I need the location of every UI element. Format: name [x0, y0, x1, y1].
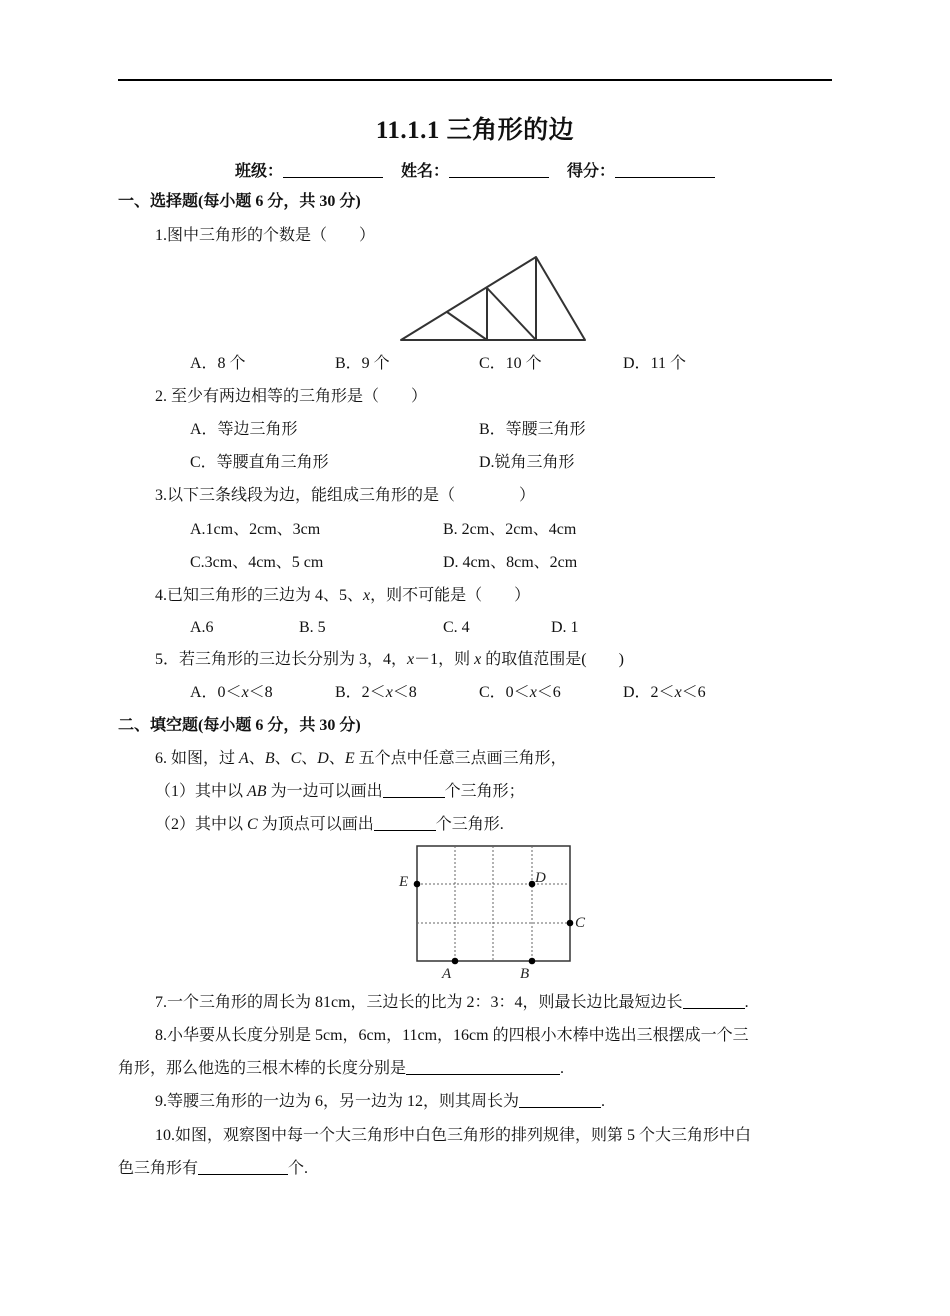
answer-blank-6-2[interactable]: [374, 816, 436, 831]
period: .: [744, 994, 749, 1011]
separator: 、: [248, 750, 265, 767]
question-4-option-a[interactable]: A.6: [190, 619, 214, 636]
section-heading-fill-in: 二、填空题(每小题 6 分，共 30 分): [118, 717, 361, 734]
point-label: C: [290, 750, 302, 767]
question-9: [155, 1092, 605, 1112]
segment-label: AB: [247, 783, 267, 800]
question-5-option-a[interactable]: [190, 683, 273, 703]
option-variable: x: [674, 684, 682, 701]
question-10-text: 色三角形有: [118, 1160, 199, 1177]
option-text: A．0＜: [190, 684, 242, 701]
question-4-option-c[interactable]: C. 4: [443, 619, 470, 636]
answer-blank-9[interactable]: [519, 1093, 601, 1108]
question-2-option-a[interactable]: A．等边三角形: [190, 421, 298, 438]
question-7-text: 7.一个三角形的周长为 81cm，三边长的比为 2：3：4，则最长边比最短边长: [155, 994, 683, 1011]
option-text: C．0＜: [479, 684, 530, 701]
answer-blank-6-1[interactable]: [383, 783, 445, 798]
question-6-part-2: [155, 815, 504, 835]
grid-label-e: E: [399, 874, 409, 890]
question-2-option-b[interactable]: B．等腰三角形: [479, 421, 586, 438]
option-variable: x: [241, 684, 249, 701]
option-variable: x: [529, 684, 537, 701]
option-text: ＜6: [536, 684, 561, 701]
question-6-grid-figure: [394, 840, 594, 982]
option-text: ＜8: [248, 684, 273, 701]
part-text: （1）其中以: [155, 783, 248, 800]
question-2-option-c[interactable]: C．等腰直角三角形: [190, 454, 329, 471]
question-5-option-b[interactable]: [335, 683, 417, 703]
separator: 、: [274, 750, 291, 767]
question-2-stem: 2. 至少有两边相等的三角形是（ ）: [155, 388, 428, 405]
answer-blank-10[interactable]: [198, 1160, 288, 1175]
class-blank[interactable]: [283, 163, 383, 178]
question-10-line-1: 10.如图，观察图中每一个大三角形中白色三角形的排列规律，则第 5 个大三角形中白: [155, 1127, 752, 1144]
point-e-dot: [414, 881, 421, 888]
point-label: A: [239, 750, 249, 767]
question-5-stem-mid: －1，则: [414, 651, 475, 668]
grid-dashed-lines: [417, 846, 570, 961]
point-c-dot: [567, 920, 574, 927]
point-label: B: [264, 750, 275, 767]
question-5-variable: x: [407, 651, 415, 668]
point-label: D: [317, 750, 329, 767]
point-label: E: [344, 750, 355, 767]
question-7: [155, 993, 749, 1013]
point-label: C: [247, 816, 258, 833]
question-10-line-2: [118, 1159, 308, 1179]
question-8-text: 角形，那么他选的三根木棒的长度分别是: [118, 1060, 407, 1077]
question-3-option-d[interactable]: D. 4cm、8cm、2cm: [443, 554, 578, 571]
question-4-option-d[interactable]: D. 1: [551, 619, 579, 636]
part-text: 个三角形；: [444, 783, 525, 800]
part-text: （2）其中以: [155, 816, 248, 833]
point-a-dot: [452, 958, 459, 965]
question-1-stem: 1.图中三角形的个数是（ ）: [155, 227, 376, 244]
option-variable: x: [385, 684, 393, 701]
question-6-stem: [155, 749, 567, 769]
question-4-stem-text: 4.已知三角形的三边为 4、5、: [155, 587, 364, 604]
option-text: ＜6: [681, 684, 706, 701]
separator: 、: [328, 750, 345, 767]
question-4-stem-tail: ，则不可能是（ ）: [370, 587, 531, 604]
class-label: 班级：: [234, 163, 283, 180]
question-3-option-c[interactable]: C.3cm、4cm、5 cm: [190, 554, 324, 571]
grid-label-d: D: [535, 870, 546, 886]
question-5-stem-tail: 的取值范围是( ): [481, 651, 624, 668]
name-blank[interactable]: [449, 163, 549, 178]
question-5-stem: [155, 650, 624, 670]
student-info-row: [0, 158, 950, 181]
name-label: 姓名：: [400, 163, 449, 180]
period: .: [601, 1093, 606, 1110]
part-text: 为顶点可以画出: [257, 816, 374, 833]
question-3-option-a[interactable]: A.1cm、2cm、3cm: [190, 521, 321, 538]
question-5-option-c[interactable]: [479, 683, 561, 703]
question-8-line-1: 8.小华要从长度分别是 5cm，6cm，11cm，16cm 的四根小木棒中选出三根摆成一个三: [155, 1027, 749, 1044]
option-text: ＜8: [392, 684, 417, 701]
answer-blank-7[interactable]: [683, 994, 745, 1009]
question-6-stem-text: 6. 如图，过: [155, 750, 240, 767]
question-6-part-1: [155, 782, 525, 802]
question-10-tail: 个.: [288, 1160, 309, 1177]
section-heading-choice: 一、选择题(每小题 6 分，共 30 分): [118, 193, 361, 210]
part-text: 个三角形.: [435, 816, 504, 833]
question-1-option-d[interactable]: D．11 个: [623, 355, 686, 372]
option-text: D．2＜: [623, 684, 675, 701]
question-1-option-c[interactable]: C．10 个: [479, 355, 542, 372]
question-1-option-b[interactable]: B．9 个: [335, 355, 390, 372]
grid-label-c: C: [575, 915, 586, 931]
point-b-dot: [529, 958, 536, 965]
question-3-option-b[interactable]: B. 2cm、2cm、4cm: [443, 521, 577, 538]
question-2-option-d[interactable]: D.锐角三角形: [479, 454, 575, 471]
header-rule: [118, 79, 832, 81]
question-1-triangle-figure: [395, 252, 591, 344]
question-5-stem-text: 5．若三角形的三边长分别为 3，4，: [155, 651, 408, 668]
page-title: 11.1.1 三角形的边: [375, 117, 575, 144]
grid-label-a: A: [442, 966, 452, 982]
question-1-option-a[interactable]: A．8 个: [190, 355, 246, 372]
separator: 、: [301, 750, 318, 767]
question-5-option-d[interactable]: [623, 683, 706, 703]
score-blank[interactable]: [615, 163, 715, 178]
answer-blank-8[interactable]: [406, 1060, 560, 1075]
question-3-stem: 3.以下三条线段为边，能组成三角形的是（ ）: [155, 487, 536, 504]
grid-label-b: B: [520, 966, 530, 982]
period: .: [560, 1060, 565, 1077]
question-4-variable: x: [363, 587, 371, 604]
question-8-line-2: [118, 1059, 564, 1079]
question-9-text: 9.等腰三角形的一边为 6，另一边为 12，则其周长为: [155, 1093, 520, 1110]
question-4-stem: [155, 586, 530, 606]
question-6-stem-tail: 五个点中任意三点画三角形，: [354, 750, 567, 767]
option-text: B．2＜: [335, 684, 386, 701]
question-4-option-b[interactable]: B. 5: [299, 619, 326, 636]
part-text: 为一边可以画出: [266, 783, 383, 800]
question-5-variable: x: [474, 651, 482, 668]
score-label: 得分：: [567, 163, 616, 180]
